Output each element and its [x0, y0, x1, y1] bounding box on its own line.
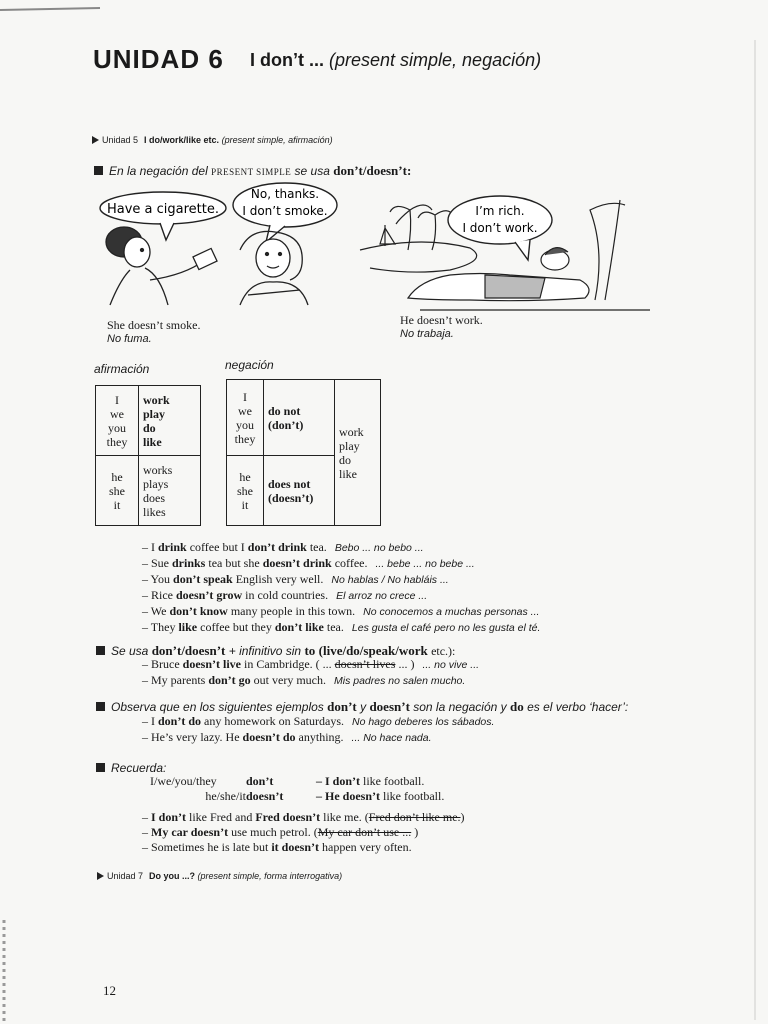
- bubble-1-text: Have a cigarette.: [106, 202, 220, 217]
- intro-text: En la negación del: [109, 164, 208, 178]
- examples-list-4: [142, 810, 465, 855]
- spanish-translation: Mis padres no salen mucho.: [334, 675, 466, 687]
- caption-he: He doesn’t work.: [400, 313, 483, 327]
- spanish-translation: ... bebe ... no bebe ...: [375, 558, 475, 570]
- spanish-translation: ... no vive ...: [422, 659, 480, 671]
- rule-intro: [94, 163, 411, 179]
- afirmacion-table: [95, 385, 201, 526]
- afirmacion-verbs-2: works plays does likes: [139, 456, 201, 526]
- square-bullet-icon: [96, 763, 105, 772]
- spanish-translation: ... No hace nada.: [351, 732, 432, 744]
- example-sentence: – Sue drinks tea but she doesn’t drink coffee. ... bebe ... no bebe ...: [142, 556, 475, 570]
- negacion-pronouns-1: I we you they: [227, 380, 264, 456]
- xref-italic: (present simple, afirmación): [221, 135, 333, 145]
- spanish-translation: No conocemos a muchas personas ...: [363, 606, 540, 618]
- examples-list-3: [142, 714, 494, 746]
- caption-he-es: No trabaja.: [400, 328, 454, 340]
- page-number: 12: [103, 983, 116, 998]
- speech-bubble-no-thanks: [233, 183, 337, 242]
- caption-she: She doesn’t smoke.: [107, 318, 201, 332]
- xref-bold: I do/work/like etc.: [144, 135, 220, 145]
- examples-list-2: [142, 657, 479, 689]
- square-bullet-icon: [96, 702, 105, 711]
- afirmacion-label: afirmación: [94, 362, 150, 376]
- recuerda-row-2: he/she/itdoesn’t – He doesn’t like football.: [205, 789, 445, 803]
- unit-title-bold: I don’t ...: [250, 50, 324, 70]
- spanish-translation: No hago deberes los sábados.: [352, 716, 495, 728]
- bubble-3-line2: I don’t work.: [462, 221, 538, 235]
- rule-do-verb: Observa que en los siguientes ejemplos don’t y doesn’t son la negación y do es el verbo ‘hacer’:: [96, 699, 628, 715]
- example-sentence: – My parents don’t go out very much. Mis padres no salen mucho.: [142, 673, 466, 687]
- caption-she-es: No fuma.: [107, 333, 152, 345]
- square-bullet-icon: [94, 166, 103, 175]
- unit-title: [250, 50, 541, 71]
- negacion-verbs: work play do like: [335, 380, 381, 526]
- example-sentence: – I drink coffee but I don’t drink tea. Bebo ... no bebo ...: [142, 540, 424, 554]
- example-sentence: – Bruce doesn’t live in Cambridge. ( ... doesn’t lives ... ) ... no vive ...: [142, 657, 480, 671]
- woman-nonsmoker-drawing: [240, 231, 308, 305]
- spanish-translation: Bebo ... no bebo ...: [334, 542, 424, 554]
- intro-smallcaps: PRESENT SIMPLE: [211, 167, 292, 177]
- example-sentence: – I don’t like Fred and Fred doesn’t like me. (Fred don’t like me.): [142, 810, 465, 824]
- xref-unit: Unidad 5: [102, 135, 139, 145]
- example-sentence: – They like coffee but they don’t like tea. Les gusta el café pero no les gusta el té.: [142, 620, 541, 634]
- arrow-right-icon: [92, 136, 99, 144]
- rule-infinitive: Se usa don’t/doesn’t + infinitivo sin to (live/do/speak/work etc.):: [96, 643, 455, 659]
- spanish-translation: El arroz no crece ...: [336, 590, 428, 602]
- speech-bubble-rich: [448, 196, 552, 260]
- intro-text-2: se usa: [294, 164, 330, 178]
- cross-reference-previous[interactable]: [92, 135, 333, 145]
- spanish-translation: No hablas / No habláis ...: [331, 574, 449, 586]
- negacion-table: [226, 379, 381, 526]
- recuerda-row-1: I/we/you/they don’t – I don’t like football.: [150, 774, 425, 788]
- negacion-aux-2: does not (doesn’t): [264, 456, 335, 526]
- negacion-label: negación: [225, 358, 274, 372]
- example-sentence: – I don’t do any homework on Saturdays. No hago deberes los sábados.: [142, 714, 495, 728]
- negacion-aux-1: do not (don’t): [264, 380, 335, 456]
- bubble-3-line1: I’m rich.: [475, 204, 525, 218]
- afirmacion-pronouns-2: he she it: [96, 456, 139, 526]
- example-sentence: – You don’t speak English very well. No hablas / No habláis ...: [142, 572, 449, 586]
- bubble-2-line2: I don’t smoke.: [242, 204, 328, 218]
- examples-list-1: [142, 540, 540, 636]
- example-sentence: – My car doesn’t use much petrol. (My car don’t use ... ): [142, 825, 419, 839]
- unit-number: UNIDAD 6: [93, 44, 224, 74]
- negacion-pronouns-2: he she it: [227, 456, 264, 526]
- woman-smoker-drawing: [106, 227, 217, 305]
- square-bullet-icon: [96, 646, 105, 655]
- example-sentence: – Rice doesn’t grow in cold countries. El arroz no crece ...: [142, 588, 428, 602]
- recuerda-label: Recuerda:: [96, 761, 166, 775]
- arrow-right-icon: [97, 872, 104, 880]
- spanish-translation: Les gusta el café pero no les gusta el té.: [351, 622, 541, 634]
- unit-title-rest: (present simple, negación): [324, 50, 542, 70]
- intro-bold: don’t/doesn’t: [333, 163, 407, 178]
- example-sentence: – We don’t know many people in this town. No conocemos a muchas personas ...: [142, 604, 540, 618]
- cross-reference-next[interactable]: Unidad 7 Do you ...? (present simple, forma interrogativa): [97, 871, 342, 881]
- afirmacion-verbs-1: work play do like: [139, 386, 201, 456]
- cartoon-illustration: [90, 180, 650, 315]
- example-sentence: – Sometimes he is late but it doesn’t happen very often.: [142, 840, 412, 854]
- intro-colon: :: [406, 163, 412, 178]
- afirmacion-pronouns-1: I we you they: [96, 386, 139, 456]
- example-sentence: – He’s very lazy. He doesn’t do anything. ... No hace nada.: [142, 730, 432, 744]
- bubble-2-line1: No, thanks.: [250, 187, 320, 201]
